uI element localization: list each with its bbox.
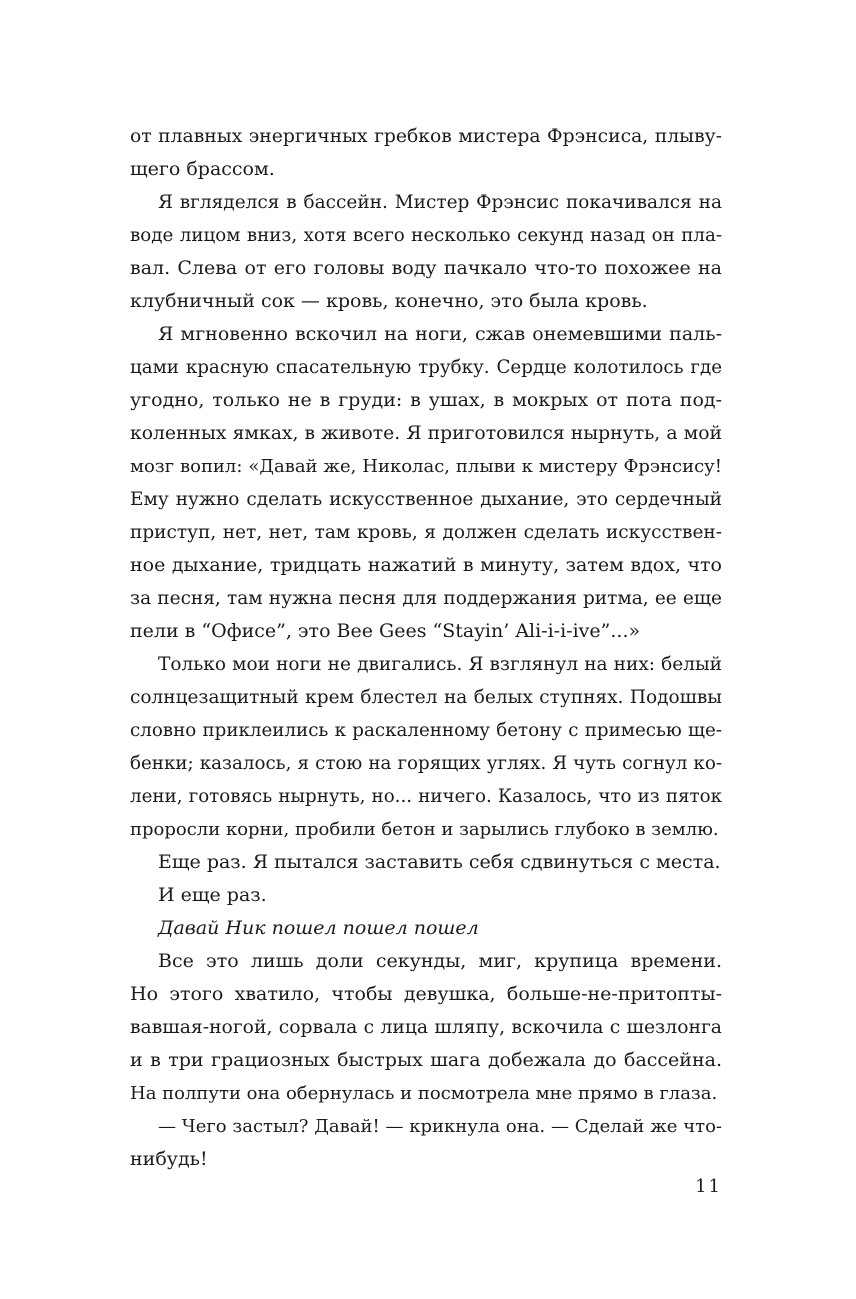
text-line: воде лицом вниз, хотя всего несколько секунд назад он пла- [130,225,722,246]
text-line: коленных ямках, в животе. Я приготовился нырнуть, а мой [130,423,722,444]
text-line: вал. Слева от его головы воду пачкало что-то похожее на [130,257,722,279]
text-line: На полпути она обернулась и посмотрела мне прямо в глаза. [130,1083,718,1104]
text-line: бенки; казалось, я стою на горящих углях. Я чуть согнул ко- [130,753,722,774]
text-line: ное дыхание, тридцать нажатий в минуту, затем вдох, что [130,554,722,576]
text-line: и в три грациозных быстрых шага добежала до бассейна. [130,1049,722,1071]
text-line: проросли корни, пробили бетон и зарылись глубоко в землю. [130,819,719,840]
text-line: мозг вопил: «Давай же, Николас, плыви к мистеру Фрэнсису! [130,456,722,477]
text-line: Я мгновенно вскочил на ноги, сжав онемевшими паль- [158,323,722,345]
text-line: Давай Ник пошел пошел пошел [158,917,479,939]
text-line: пели в “Офисе”, это Bee Gees “Stayin’ Ali-i-i-ive”...» [130,620,641,642]
text-line: щего брассом. [130,158,275,180]
text-line: от плавных энергичных гребков мистера Фрэнсиса, плыву- [130,126,722,147]
text-line: приступ, нет, нет, там кровь, я должен сделать искусствен- [130,522,722,543]
text-line: вавшая-ногой, сорвала с лица шляпу, вскочила с шезлонга [130,1017,722,1038]
text-line: — Чего застыл? Давай! — крикнула она. — Сделай же что- [158,1116,722,1137]
text-line: нибудь! [130,1148,208,1170]
text-line: угодно, только не в груди: в ушах, в мокрых от пота под- [130,389,722,411]
page-body-text [130,120,722,1176]
text-line: словно приклеились к раскаленному бетону с примесью ще- [130,720,722,741]
text-line: Ему нужно сделать искусственное дыхание, это сердечный [130,489,722,510]
text-line: Я вгляделся в бассейн. Мистер Фрэнсис покачивался на [158,192,722,213]
text-line: за песня, там нужна песня для поддержания ритма, ее еще [130,588,722,609]
text-line: Все это лишь доли секунды, миг, крупица времени. [158,950,722,972]
text-line: И еще раз. [158,884,267,906]
text-line: солнцезащитный крем блестел на белых ступнях. Подошвы [130,687,722,708]
text-line: цами красную спасательную трубку. Сердце колотилось где [130,357,722,378]
text-line: клубничный сок — кровь, конечно, это была кровь. [130,290,648,312]
text-line: Еще раз. Я пытался заставить себя сдвинуться с места. [158,851,721,873]
text-line: лени, готовясь нырнуть, но... ничего. Казалось, что из пяток [130,786,722,807]
text-line: Но этого хватило, чтобы девушка, больше-не-притопты- [130,983,722,1005]
page-number: 11 [695,1176,722,1197]
text-line: Только мои ноги не двигались. Я взглянул на них: белый [158,654,722,675]
